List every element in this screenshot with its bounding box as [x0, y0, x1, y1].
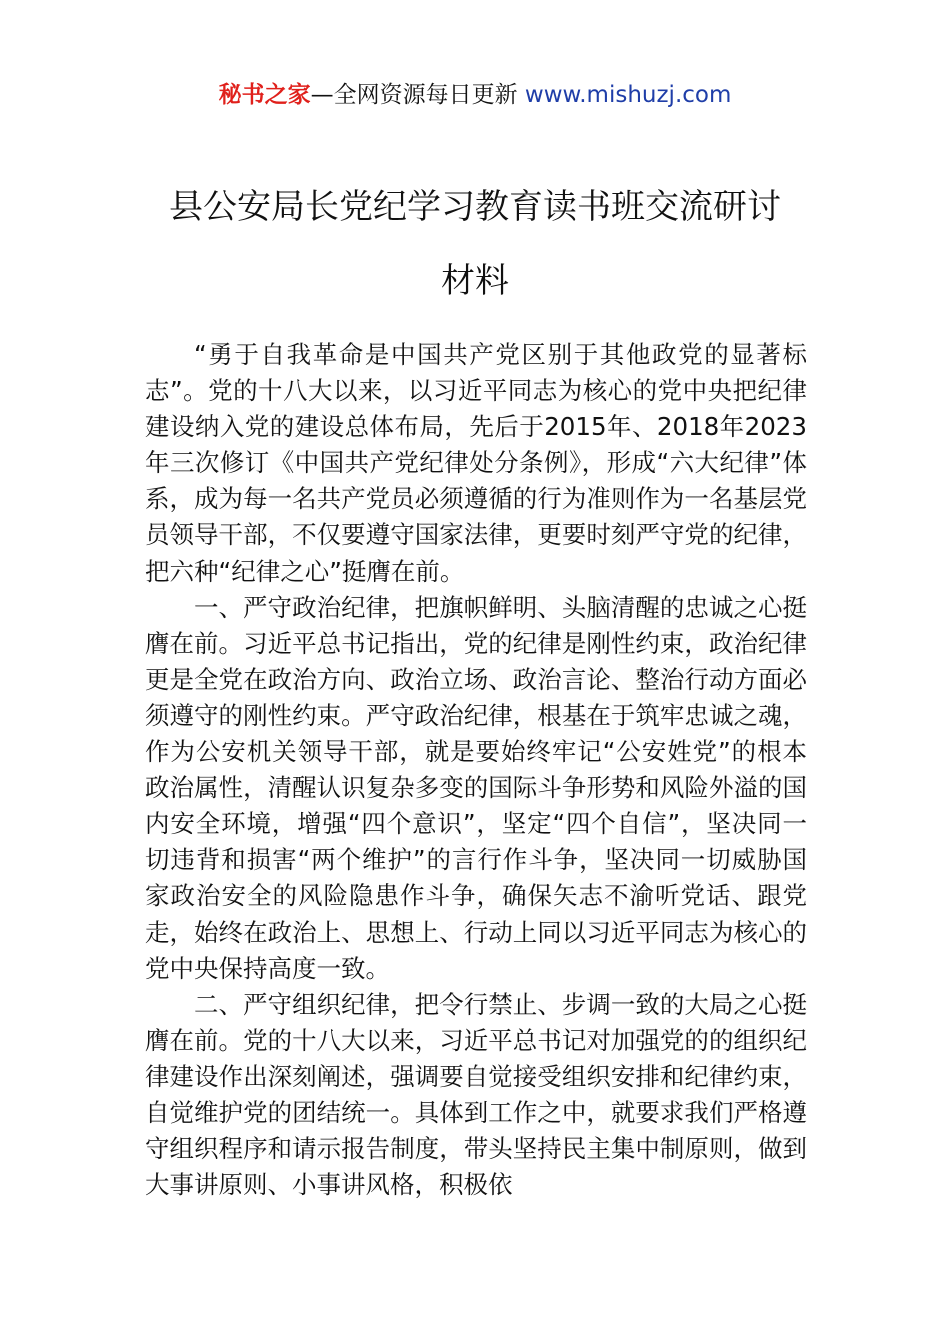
document-body	[145, 337, 807, 1203]
document-title-line-2: 材料	[441, 261, 509, 301]
site-url-link[interactable]: www.mishuzj.com	[524, 82, 732, 108]
document-title	[120, 170, 830, 318]
paragraph-intro: “勇于自我革命是中国共产党区别于其他政党的显著标志”。党的十八大以来，以习近平同志为核心的党中央把纪律建设纳入党的建设总体布局，先后于2015年、2018年2023年三次修订《中国共产党纪律处分条例》，形成“六大纪律”体系，成为每一名共产党员必须遵循的行为准则作为一名基层党员领导干部，不仅要遵守国家法律，更要时刻严守党的纪律，把六种“纪律之心”挺膺在前。	[145, 340, 807, 586]
paragraph-political-discipline: 一、严守政治纪律，把旗帜鲜明、头脑清醒的忠诚之心挺膺在前。习近平总书记指出，党的纪律是刚性约束，政治纪律更是全党在政治方向、政治立场、政治言论、整治行动方面必须遵守的刚性约束。严守政治纪律，根基在于筑牢忠诚之魂，作为公安机关领导干部，就是要始终牢记“公安姓党”的根本政治属性，清醒认识复杂多变的国际斗争形势和风险外溢的国内安全环境，增强“四个意识”，坚定“四个自信”，坚决同一切违背和损害“两个维护”的言行作斗争，坚决同一切威胁国家政治安全的风险隐患作斗争，确保矢志不渝听党话、跟党走，始终在政治上、思想上、行动上同以习近平同志为核心的党中央保持高度一致。	[145, 592, 807, 983]
site-tagline: —全网资源每日更新	[310, 82, 525, 108]
site-brand: 秘书之家	[218, 82, 311, 108]
document-title-line-1: 县公安局长党纪学习教育读书班交流研讨	[169, 187, 781, 227]
site-header	[0, 78, 950, 112]
paragraph-organizational-discipline: 二、严守组织纪律，把令行禁止、步调一致的大局之心挺膺在前。党的十八大以来，习近平总书记对加强党的的组织纪律建设作出深刻阐述，强调要自觉接受组织安排和纪律约束，自觉维护党的团结统一。具体到工作之中，就要求我们严格遵守组织程序和请示报告制度，带头坚持民主集中制原则，做到大事讲原则、小事讲风格，积极依	[145, 989, 807, 1200]
